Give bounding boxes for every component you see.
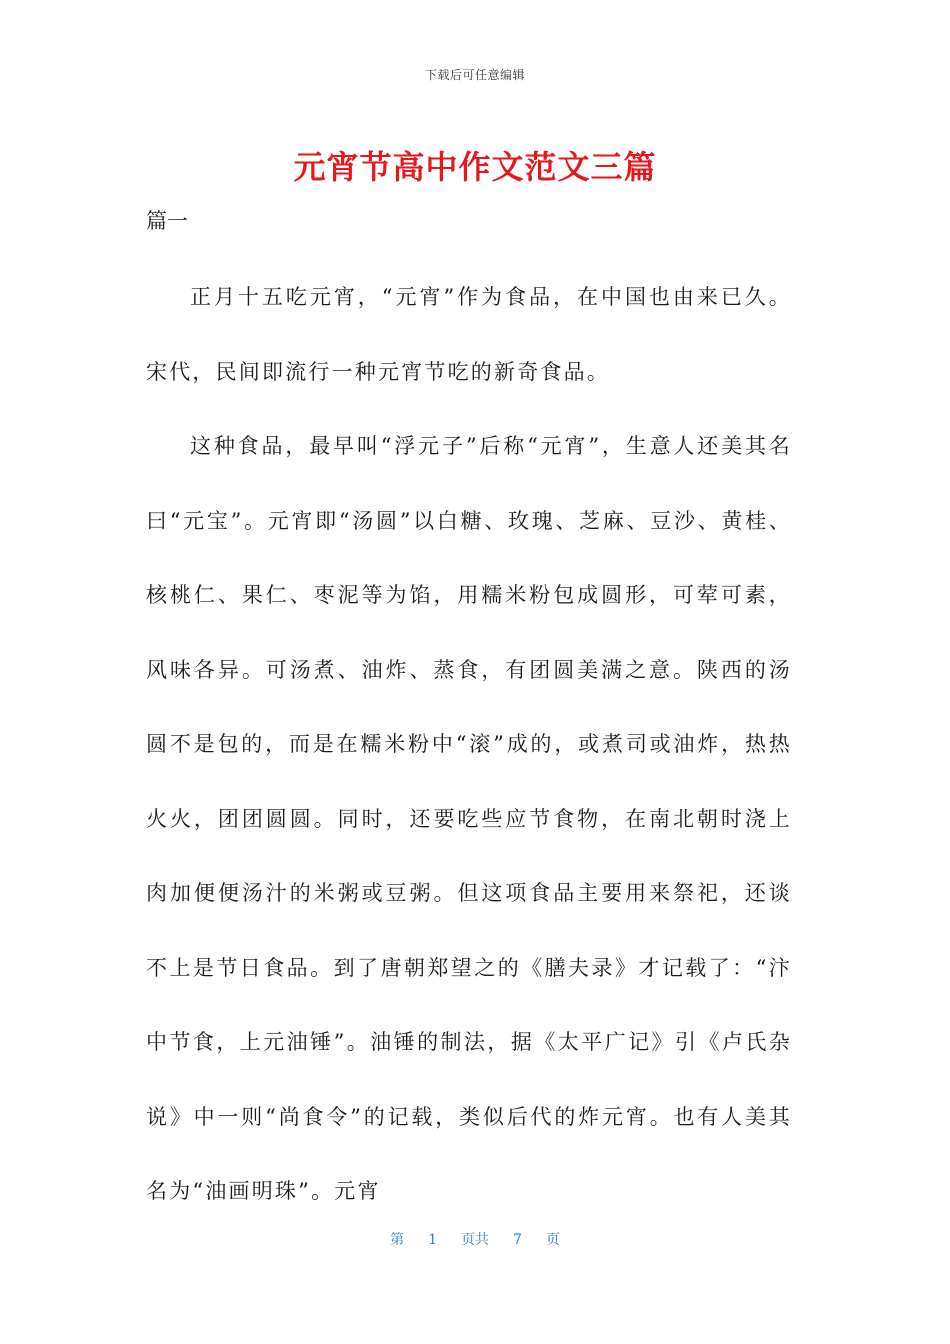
page-footer [0, 1229, 950, 1249]
page-total: 7 [513, 1232, 522, 1248]
page-mid: 页共 [461, 1232, 489, 1248]
page-current: 1 [428, 1232, 437, 1248]
paragraph: 这种食品，最早叫“浮元子”后称“元宵”，生意人还美其名曰“元宝”。元宵即“汤圆”以白糖、玫瑰、芝麻、豆沙、黄桂、核桃仁、果仁、枣泥等为馅，用糯米粉包成圆形，可荤可素，风味各异。可汤煮、油炸、蒸食，有团圆美满之意。陕西的汤圆不是包的，而是在糯米粉中“滚”成的，或煮司或油炸，热热火火，团团圆圆。同时，还要吃些应节食物，在南北朝时浇上肉加便便汤汁的米粥或豆粥。但这项食品主要用来祭祀，还谈不上是节日食品。到了唐朝郑望之的《膳夫录》才记载了：“汴中节食，上元油锤”。油锤的制法，据《太平广记》引《卢氏杂说》中一则“尚食令”的记载，类似后代的炸元宵。也有人美其名为“油画明珠”。元宵 [146, 434, 792, 1203]
page-suffix: 页 [545, 1232, 560, 1248]
page-prefix: 第 [390, 1232, 405, 1248]
header-note: 下载后可任意编辑 [424, 68, 525, 82]
section-label: 篇一 [146, 209, 188, 233]
paragraph: 正月十五吃元宵，“元宵”作为食品，在中国也由来已久。宋代，民间即流行一种元宵节吃的新奇食品。 [146, 285, 792, 384]
document-title: 元宵节高中作文范文三篇 [293, 148, 657, 186]
document-body [146, 260, 792, 1229]
